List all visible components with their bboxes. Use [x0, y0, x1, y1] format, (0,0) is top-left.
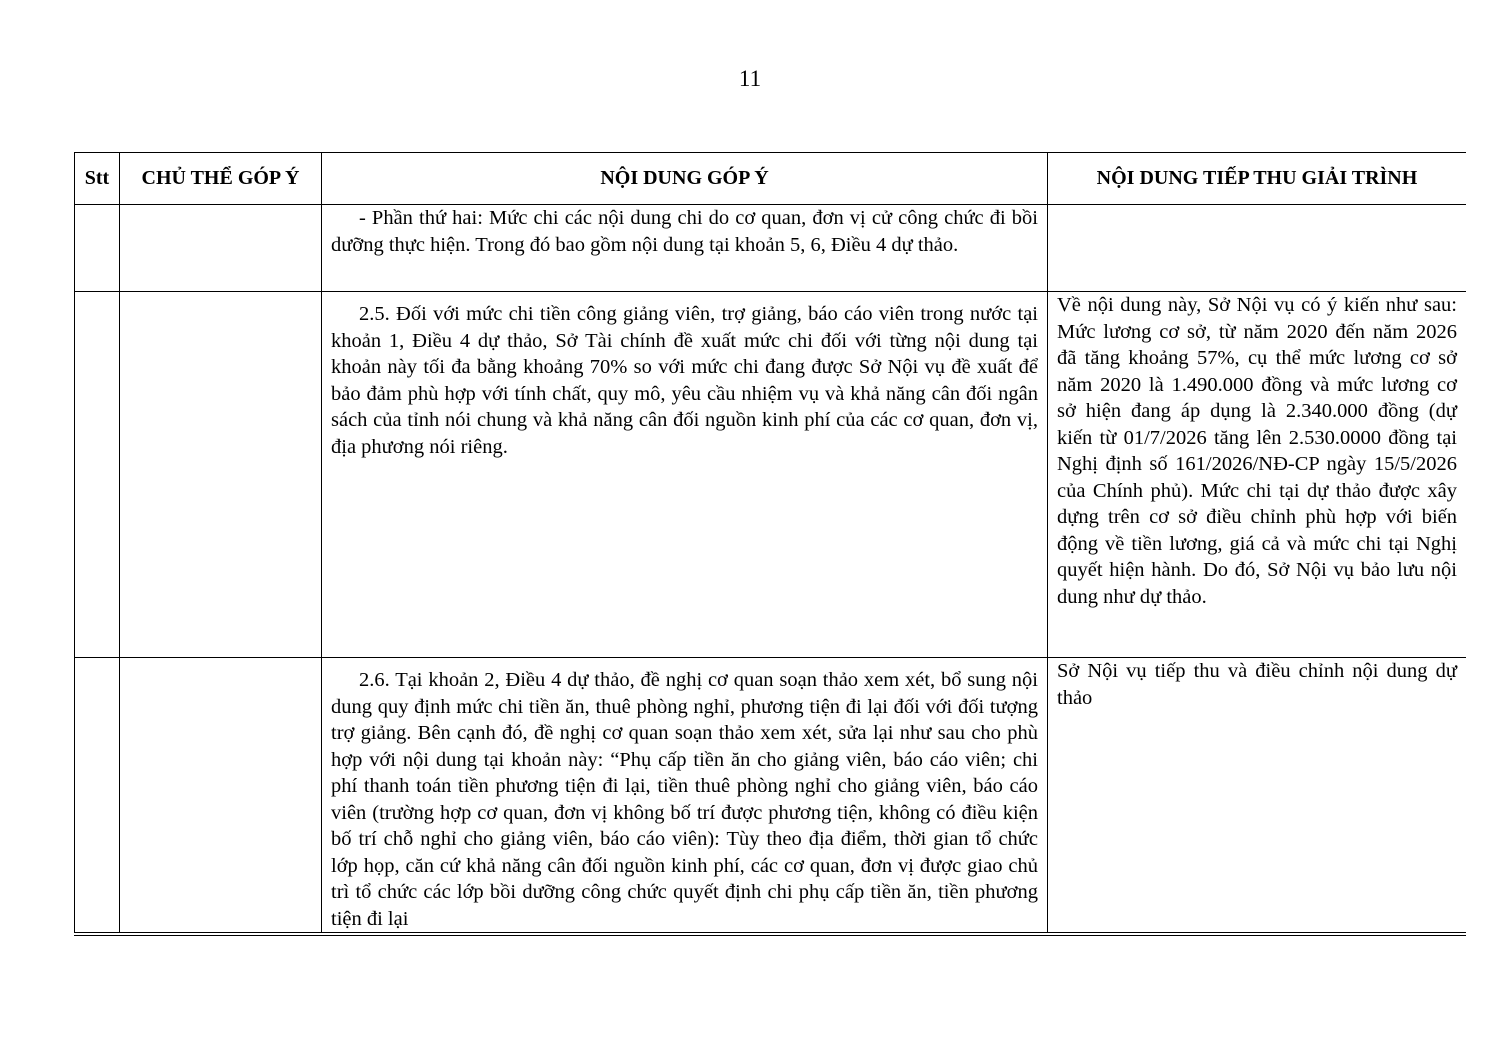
column-header-response: NỘI DUNG TIẾP THU GIẢI TRÌNH — [1048, 153, 1467, 205]
response-cell — [1048, 292, 1467, 658]
feedback-table — [74, 152, 1466, 933]
response-text: Về nội dung này, Sở Nội vụ có ý kiến như sau: Mức lương cơ sở, từ năm 2020 đến năm 2026 đã tăng khoảng 57%, cụ thể mức lương cơ sở năm 2020 là 1.490.000 đồng và mức lương cơ sở hiện đang áp dụng là 2.340.000 đồng (dự kiến từ 01/7/2026 tăng lên 2.530.0000 đồng tại Nghị định số 161/2026/NĐ-CP ngày 15/5/2026 của Chính phủ). Mức chi tại dự thảo được xây dựng trên cơ sở điều chỉnh phù hợp với biến động về tiền lương, giá cả và mức chi tại Nghị quyết hiện hành. Do đó, Sở Nội vụ bảo lưu nội dung như dự thảo. — [1057, 294, 1457, 608]
feedback-content-text: 2.5. Đối với mức chi tiền công giảng viên, trợ giảng, báo cáo viên trong nước tại khoản 1, Điều 4 dự thảo, Sở Tài chính đề xuất mức chi đối với từng nội dung tại khoản này tối đa bằng khoảng 70% so với mức chi đang được Sở Nội vụ đề xuất để bảo đảm phù hợp với tính chất, quy mô, yêu cầu nhiệm vụ và khả năng cân đối ngân sách của tỉnh nói chung và khả năng cân đối nguồn kinh phí của các cơ quan, đơn vị, địa phương nói riêng. — [331, 303, 1038, 458]
response-cell — [1048, 658, 1467, 933]
feedback-content-text: - Phần thứ hai: Mức chi các nội dung chi do cơ quan, đơn vị cử công chức đi bồi dưỡng thực hiện. Trong đó bao gồm nội dung tại khoản 5, 6, Điều 4 dự thảo. — [331, 207, 1038, 256]
feedback-content-cell — [322, 292, 1048, 658]
table-row — [75, 658, 1467, 933]
table-header-row — [75, 153, 1467, 205]
column-header-subject: CHỦ THỂ GÓP Ý — [120, 153, 322, 205]
subject-cell — [120, 205, 322, 292]
column-header-stt: Stt — [75, 153, 120, 205]
column-header-content: NỘI DUNG GÓP Ý — [322, 153, 1048, 205]
table-row — [75, 205, 1467, 292]
page-number: 11 — [738, 66, 762, 91]
feedback-content-cell — [322, 658, 1048, 933]
subject-cell — [120, 658, 322, 933]
feedback-content-cell — [322, 205, 1048, 292]
feedback-content-text: 2.6. Tại khoản 2, Điều 4 dự thảo, đề nghị cơ quan soạn thảo xem xét, bổ sung nội dung quy định mức chi tiền ăn, thuê phòng nghỉ, phương tiện đi lại đối với đối tượng trợ giảng. Bên cạnh đó, đề nghị cơ quan soạn thảo xem xét, sửa lại như sau cho phù hợp với nội dung tại khoản này: “Phụ cấp tiền ăn cho giảng viên, báo cáo viên; chi phí thanh toán tiền phương tiện đi lại, tiền thuê phòng nghỉ cho giảng viên, báo cáo viên (trường hợp cơ quan, đơn vị không bố trí được phương tiện, không có điều kiện bố trí chỗ nghỉ cho giảng viên, báo cáo viên): Tùy theo địa điểm, thời gian tổ chức lớp họp, căn cứ khả năng cân đối nguồn kinh phí, các cơ quan, đơn vị được giao chủ trì tổ chức các lớp bồi dưỡng công chức quyết định chi phụ cấp tiền ăn, tiền phương tiện đi lại — [331, 669, 1038, 930]
response-text: Sở Nội vụ tiếp thu và điều chỉnh nội dung dự thảo — [1057, 660, 1457, 709]
stt-cell — [75, 658, 120, 933]
response-cell — [1048, 205, 1467, 292]
stt-cell — [75, 205, 120, 292]
stt-cell — [75, 292, 120, 658]
subject-cell — [120, 292, 322, 658]
feedback-table-container — [74, 152, 1466, 936]
table-row — [75, 292, 1467, 658]
